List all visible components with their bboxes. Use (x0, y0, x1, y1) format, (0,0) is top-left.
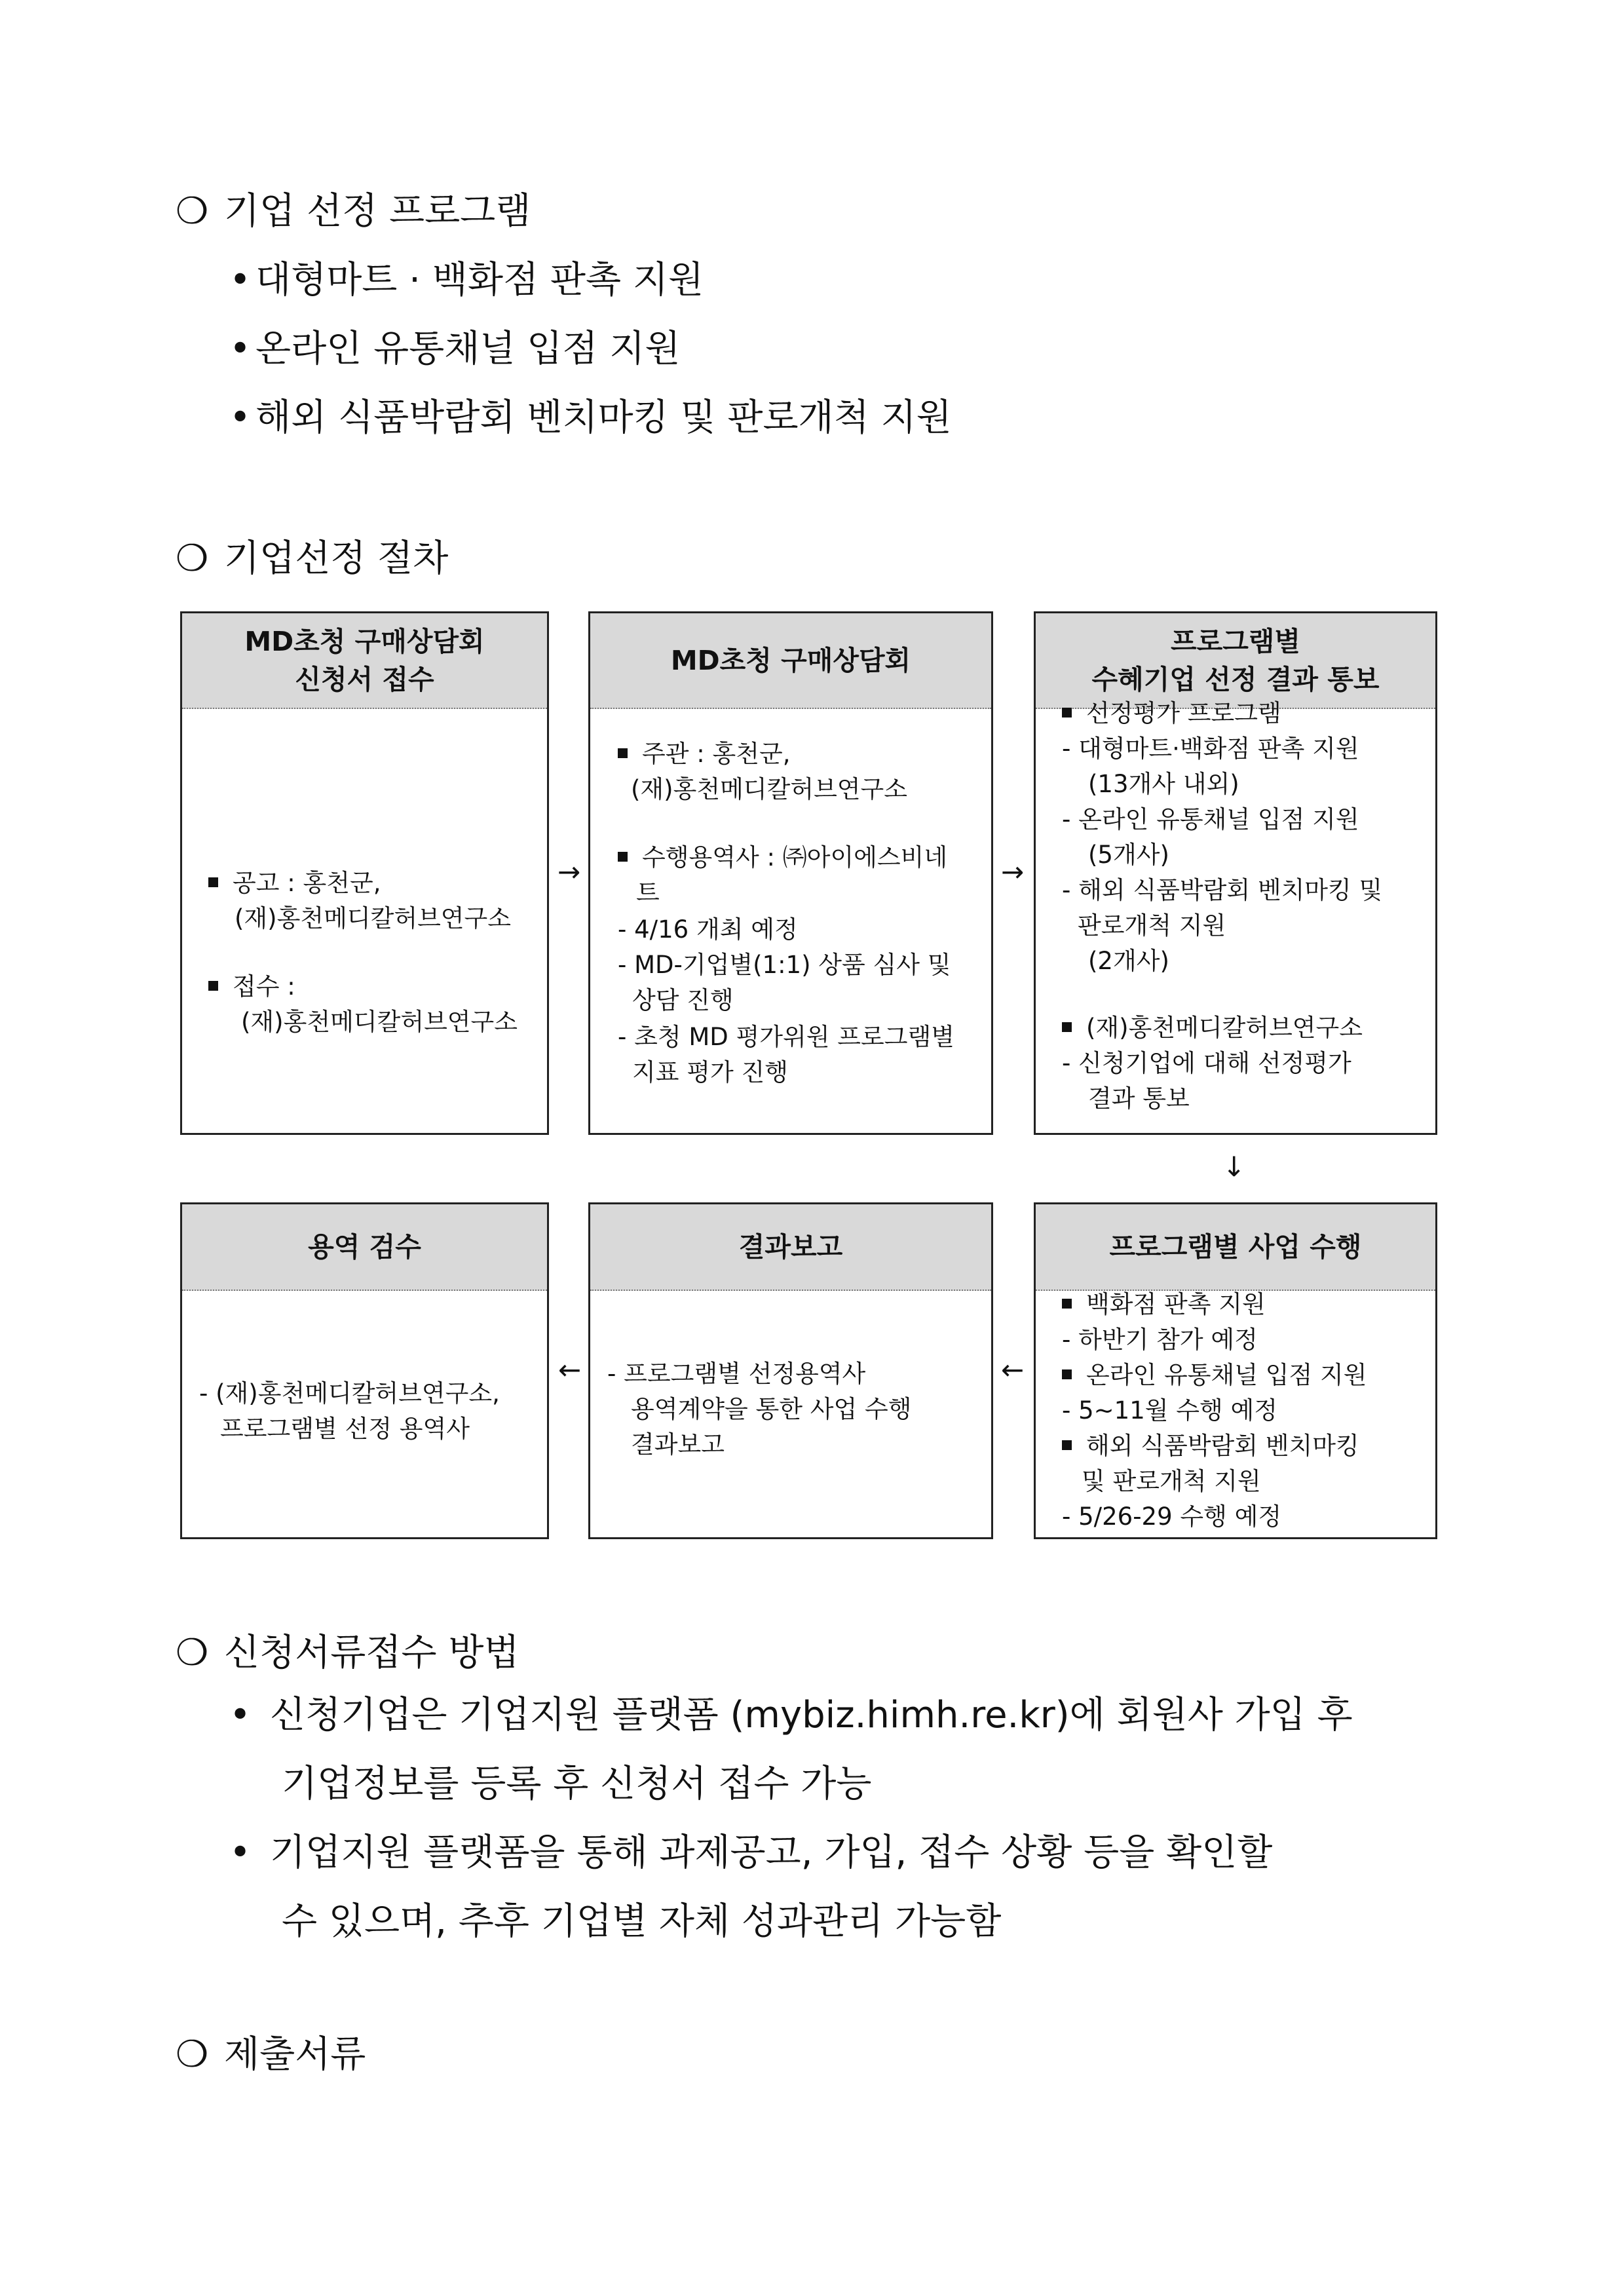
box-header: MD초청 구매상담회 신청서 접수 (182, 613, 547, 709)
arrow-left-icon: ← (558, 1354, 582, 1386)
square-bullet-icon (618, 852, 628, 862)
box-body: 공고 : 홍천군, (재)홍천메디칼허브연구소 접수 : (재)홍천메디칼허브연구소 (182, 709, 547, 1133)
bullet-item: • 대형마트 · 백화점 판촉 지원 (229, 259, 704, 301)
arrow-left-icon: ← (1001, 1354, 1025, 1386)
bullet-icon: • (229, 328, 252, 370)
bullet-item: • 온라인 유통채널 입점 지원 (229, 328, 681, 370)
circle-marker-icon: ❍ (176, 190, 209, 233)
flow-box-inspection (180, 1202, 549, 1539)
bullet-icon: • (229, 1694, 252, 1736)
bullet-item: • 해외 식품박람회 벤치마킹 및 판로개척 지원 (229, 396, 952, 439)
square-bullet-icon (1062, 708, 1072, 718)
circle-marker-icon: ❍ (176, 1632, 209, 1674)
flow-box-selection-result (1034, 611, 1437, 1135)
square-bullet-icon (208, 877, 218, 887)
bullet-icon: • (229, 259, 252, 301)
box-body: 백화점 판촉 지원 - 하반기 참가 예정 온라인 유통채널 입점 지원 - 5~11월 수행 예정 해외 식품박람회 벤치마킹 및 판로개척 지원 - 5/26-29 수행 예정 (1062, 1290, 1367, 1531)
box-header: MD초청 구매상담회 (590, 613, 991, 709)
bullet-icon: • (229, 396, 252, 439)
box-header: 결과보고 (590, 1204, 991, 1291)
flow-box-report (588, 1202, 993, 1539)
box-body: - 프로그램별 선정용역사 용역계약을 통한 사업 수행 결과보고 (607, 1360, 912, 1459)
circle-marker-icon: ❍ (176, 2033, 209, 2076)
flow-box-execution (1034, 1202, 1437, 1539)
arrow-right-icon: → (1001, 856, 1025, 888)
bullet-icon: • (229, 1831, 252, 1874)
bullet-item: • 신청기업은 기업지원 플랫폼 (mybiz.himh.re.kr)에 회원사 가입 후 (229, 1694, 1353, 1736)
square-bullet-icon (1062, 1369, 1072, 1379)
box-header: 프로그램별 수혜기업 선정 결과 통보 (1036, 613, 1435, 709)
section-heading-procedure: ❍ 기업선정 절차 (176, 537, 449, 580)
square-bullet-icon (208, 981, 218, 991)
box-body: 선정평가 프로그램 - 대형마트·백화점 판촉 지원 (13개사 내외) - 온라인 유통채널 입점 지원 (5개사) - 해외 식품박람회 벤치마킹 및 판로개척 지원 (2개사) (재)홍천메디칼허브연구소 - 신청기업에 대해 선정평가 결과 통보 (1062, 699, 1383, 1113)
arrow-right-icon: → (557, 856, 581, 888)
box-header: 프로그램별 사업 수행 (1036, 1204, 1435, 1291)
flow-box-application (180, 611, 549, 1135)
box-header: 용역 검수 (182, 1204, 547, 1291)
square-bullet-icon (1062, 1022, 1072, 1032)
box-body: - (재)홍천메디칼허브연구소, 프로그램별 선정 용역사 (199, 1379, 500, 1443)
section-heading-application-method: ❍ 신청서류접수 방법 (176, 1632, 519, 1674)
box-body: 주관 : 홍천군, (재)홍천메디칼허브연구소 수행용역사 : ㈜아이에스비네 트 - 4/16 개최 예정 - MD-기업별(1:1) 상품 심사 및 상담 진행 - 초청 MD 평가위원 프로그램별 지표 평가 진행 (618, 740, 954, 1086)
arrow-down-icon: ↓ (1222, 1151, 1246, 1183)
bullet-item: • 기업지원 플랫폼을 통해 과제공고, 가입, 접수 상황 등을 확인할 (229, 1831, 1273, 1874)
square-bullet-icon (1062, 1299, 1072, 1309)
flow-box-consultation (588, 611, 993, 1135)
circle-marker-icon: ❍ (176, 537, 209, 580)
section-heading-documents: ❍ 제출서류 (176, 2033, 366, 2076)
square-bullet-icon (1062, 1440, 1072, 1450)
section-heading-programs: ❍ 기업 선정 프로그램 (176, 190, 531, 233)
square-bullet-icon (618, 748, 628, 758)
